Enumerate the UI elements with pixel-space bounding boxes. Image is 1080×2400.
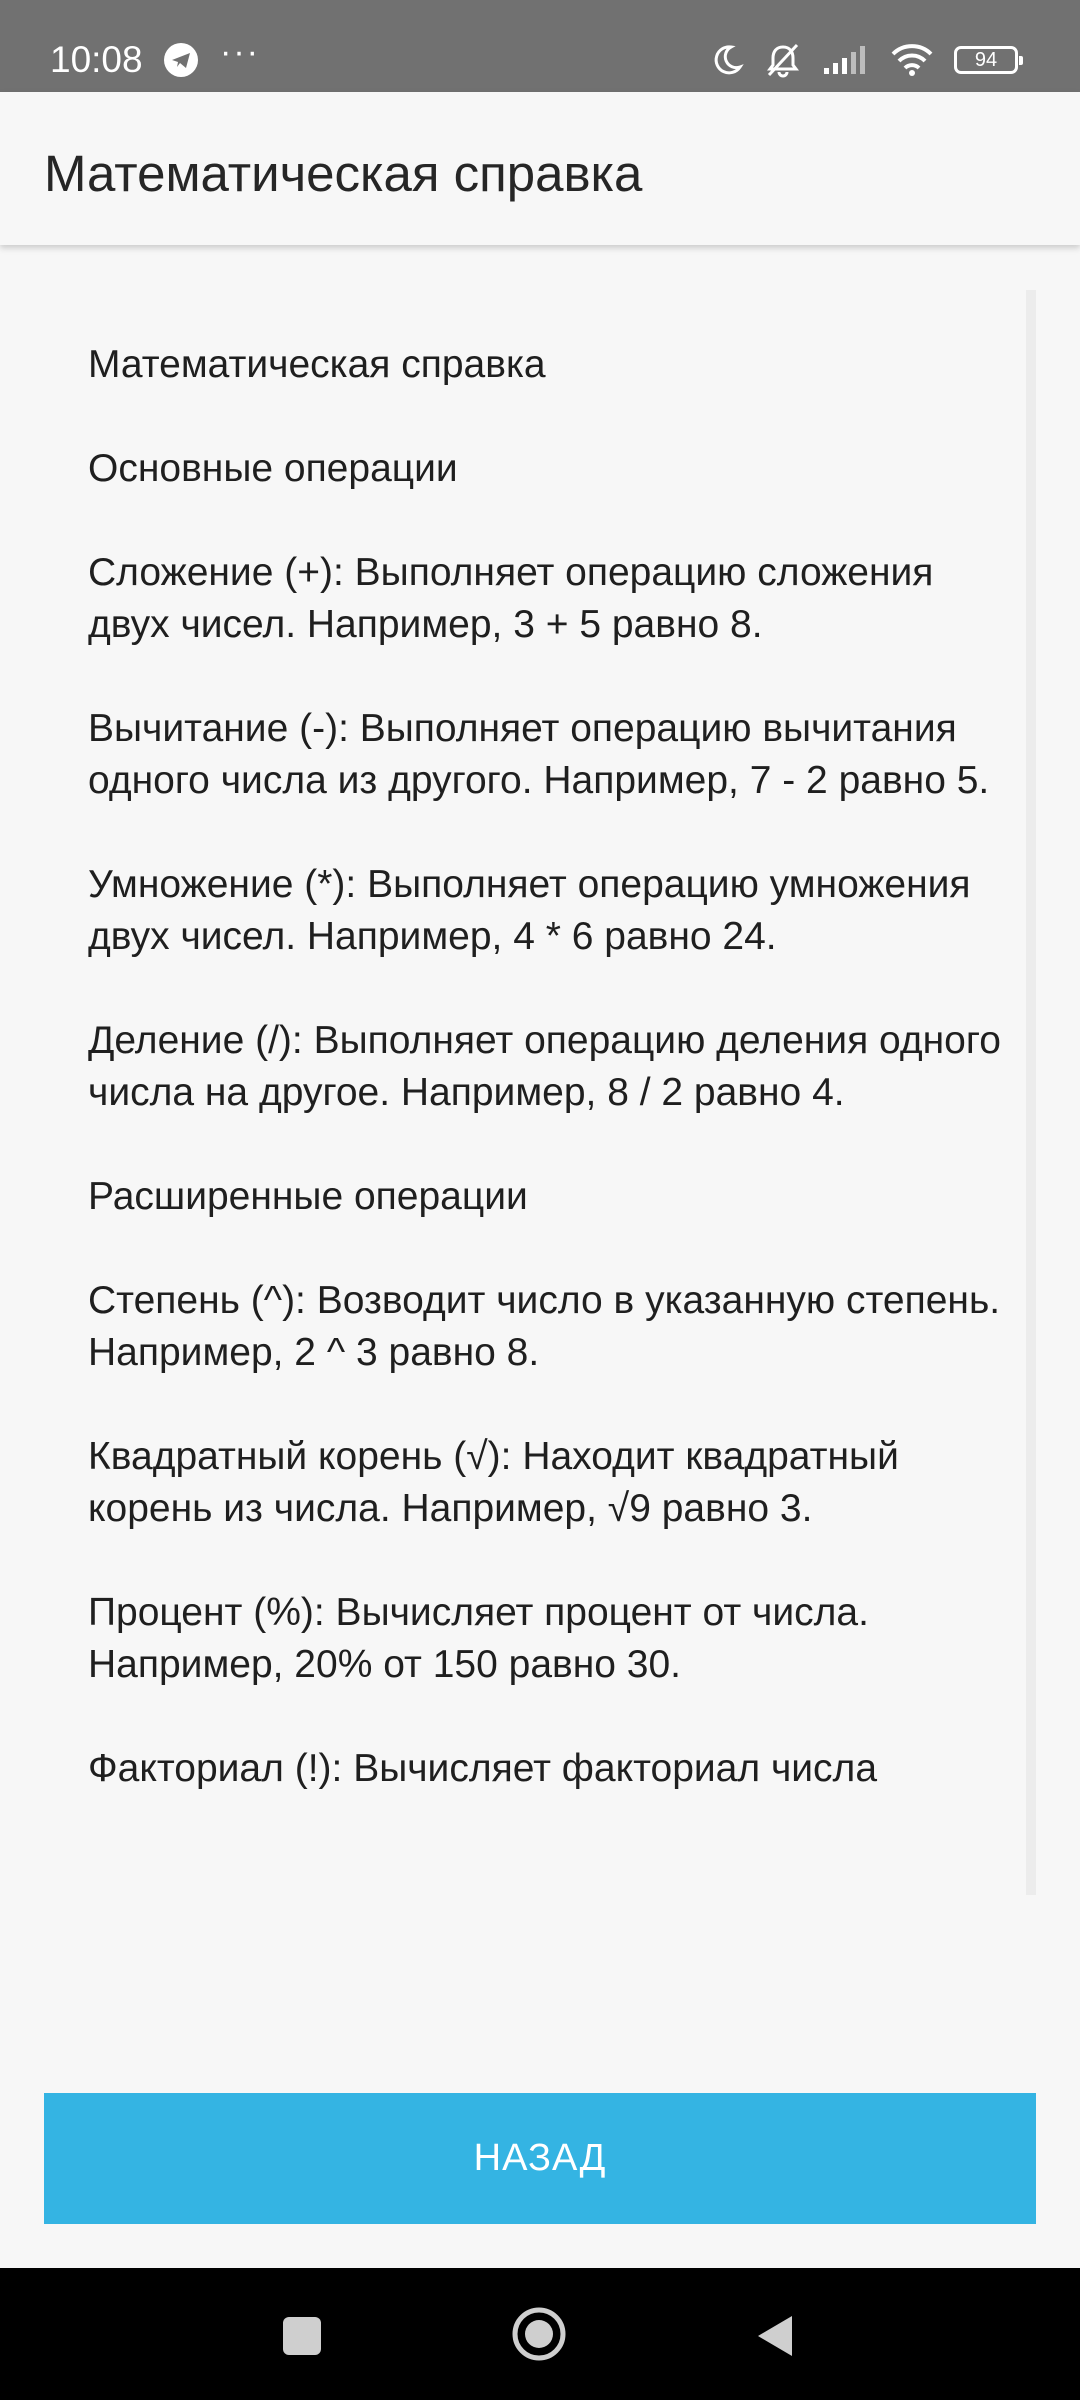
more-notifications-icon: ··· bbox=[220, 33, 260, 71]
battery-level: 94 bbox=[974, 48, 998, 71]
battery-icon bbox=[954, 46, 1018, 74]
app-bar bbox=[0, 92, 1080, 245]
wifi-icon bbox=[890, 43, 934, 77]
status-time: 10:08 bbox=[50, 39, 143, 80]
status-right-icons bbox=[710, 38, 1018, 82]
recent-apps-icon[interactable] bbox=[283, 2317, 321, 2355]
page-title: Математическая справка bbox=[44, 145, 643, 202]
bell-off-icon bbox=[764, 41, 802, 79]
status-bar bbox=[0, 0, 1080, 92]
home-icon[interactable] bbox=[510, 2305, 568, 2363]
back-icon[interactable] bbox=[752, 2312, 796, 2360]
scrollbar[interactable] bbox=[1026, 290, 1036, 1895]
help-text: Математическая справка Основные операции Сложение (+): Выполняет операцию сложения двух чисел. Например, 3 + 5 равно 8. Вычитание (-): Выполняет операцию вычитания одного числа из другого. Например, 7 - 2 равно 5. Умножение (*): Выполняет операцию умножения двух чисел. Например, 4 * 6 равно 24. Деление (/): Выполняет операцию деления одного числа на другое. Например, 8 / 2 равно 4. Расширенные операции Степень (^): Возводит число в указанную степень. Например, 2 ^ 3 равно 8. Квадратный корень (√): Находит квадратный корень из числа. Например, √9 равно 3. Процент (%): Вычисляет процент от числа. Например, 20% от 150 равно 30. Факториал (!): Вычисляет факториал числа bbox=[88, 343, 1001, 1790]
signal-icon bbox=[822, 44, 870, 76]
back-button[interactable]: НАЗАД bbox=[44, 2093, 1036, 2224]
status-left-icons bbox=[164, 33, 260, 80]
telegram-icon bbox=[164, 43, 198, 77]
moon-icon bbox=[710, 43, 744, 77]
navigation-bar bbox=[0, 2268, 1080, 2400]
help-scroll-view[interactable] bbox=[0, 245, 1080, 2048]
